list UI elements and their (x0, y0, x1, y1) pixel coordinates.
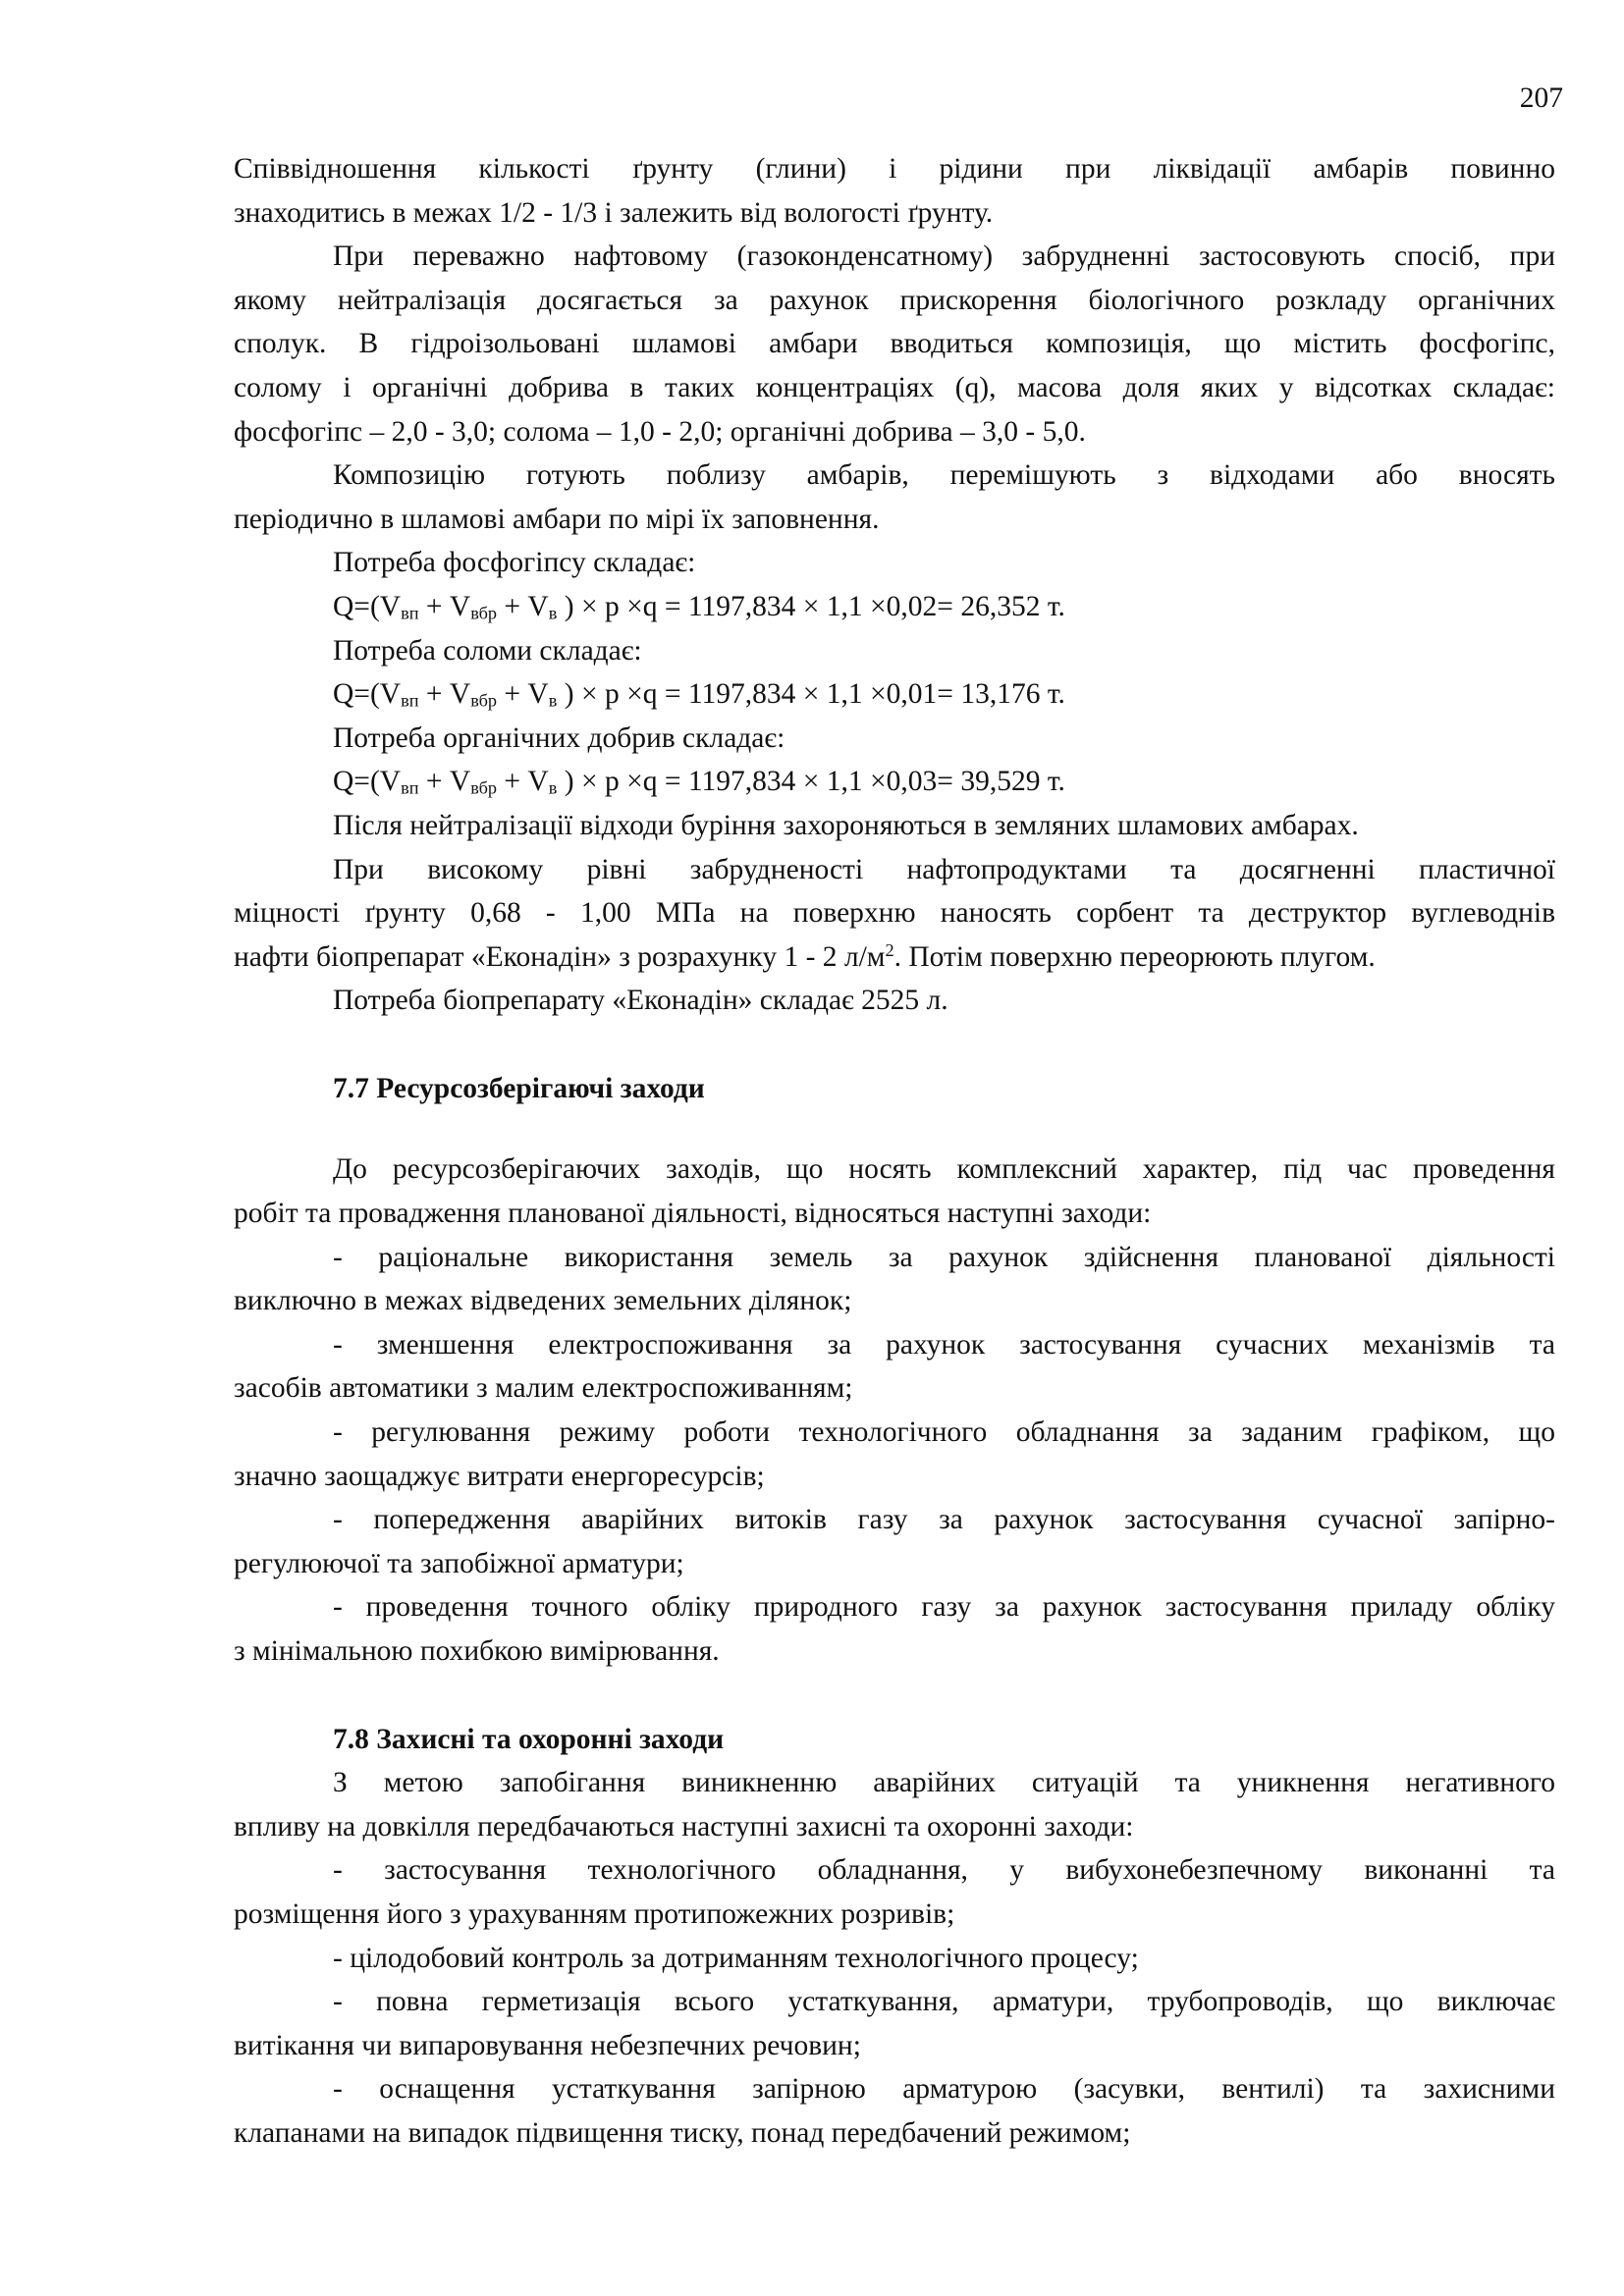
section-7-7-intro (234, 1148, 1555, 1235)
text-line: При високому рівні забрудненості нафтопродуктами та досягненні пластичної (333, 853, 1555, 885)
paragraph-neutralization-method (234, 235, 1555, 454)
text-line: - раціональне використання земель за рахунок здійснення планованої діяльності (333, 1241, 1555, 1273)
calc-label-straw: Потреба соломи складає: (333, 634, 642, 667)
formula-fertilizer: $Q=(V_{вп} + V_{вбр} + V_в$ ) × p ×q = 1197,834 × 1,1 ×0,03= 39,529 т. (333, 766, 1065, 798)
text-line: - зменшення електроспоживання за рахунок застосування сучасних механізмів та (333, 1328, 1555, 1361)
calc-label-phosphogypsum: Потреба фосфогіпсу складає: (333, 547, 696, 579)
text-line: - проведення точного обліку природного газу за рахунок застосування приладу обліку (333, 1591, 1555, 1624)
list-item (234, 1980, 1555, 2067)
text-line: З метою запобігання виникненню аварійних ситуацій та уникнення негативного (333, 1767, 1555, 1799)
text-line: - повна герметизація всього устаткування, арматури, трубопроводів, що виключає (333, 1986, 1555, 2018)
text-line: солому і органічні добрива в таких концентраціях (q), масова доля яких у відсотках складає: (234, 371, 1555, 403)
text-line: - попередження аварійних витоків газу за рахунок застосування сучасної запірно- (333, 1504, 1555, 1536)
formula-straw: $Q=(V_{вп} + V_{вбр} + V_в$ ) × p ×q = 1197,834 × 1,1 ×0,01= 13,176 т. (333, 678, 1065, 711)
section-7-8-list (234, 1848, 1555, 2155)
text-line: - цілодобовий контроль за дотриманням технологічного процесу; (333, 1942, 1139, 1974)
paragraph-composition (234, 454, 1555, 541)
text-line: фосфогіпс – 2,0 - 3,0; солома – 1,0 - 2,0; органічні добрива – 3,0 - 5,0. (234, 415, 1086, 448)
formula-phosphogypsum: $Q=(V_{вп} + V_{вбр} + V_в$ ) × p ×q = 1197,834 × 1,1 ×0,02= 26,352 т. (333, 590, 1065, 623)
text-line: Композицію готують поблизу амбарів, перемішують з відходами або вносять (333, 459, 1555, 492)
list-item (234, 1498, 1555, 1585)
list-item (234, 2067, 1555, 2155)
text-line: - застосування технологічного обладнання, у вибухонебезпечному виконанні та (333, 1854, 1555, 1887)
text-line: періодично в шламові амбари по мірі їх заповнення. (234, 503, 880, 535)
text-line: розміщення його з урахуванням протипожежних розривів; (234, 1897, 955, 1930)
text-line: сполук. В гідроізольовані шламові амбари вводиться композиція, що містить фосфогіпс, (234, 328, 1555, 360)
list-item (234, 1937, 1555, 1981)
text-line: клапанами на випадок підвищення тиску, понад передбачений режимом; (234, 2116, 1131, 2149)
paragraph-econadin-need: Потреба біопрепарату «Еконадін» складає 2525 л. (333, 985, 948, 1017)
text-line: - регулювання режиму роботи технологічного обладнання за заданим графіком, що (333, 1416, 1555, 1449)
text-line: При переважно нафтовому (газоконденсатному) забрудненні застосовують спосіб, при (333, 240, 1555, 273)
text-line: витікання чи випаровування небезпечних речовин; (234, 2029, 861, 2061)
section-7-8-intro (234, 1761, 1555, 1848)
list-item (234, 1411, 1555, 1498)
section-heading-7-8: 7.8 Захисні та охоронні заходи (333, 1723, 725, 1755)
page-content (234, 147, 1555, 2156)
section-heading-7-7: 7.7 Ресурсозберігаючі заходи (333, 1072, 705, 1104)
text-line: До ресурсозберігаючих заходів, що носять комплексний характер, під час проведення (333, 1153, 1555, 1186)
text-line: значно заощаджує витрати енергоресурсів; (234, 1460, 765, 1492)
text-line: з мінімальною похибкою вимірювання. (234, 1635, 720, 1667)
page-number: 207 (1519, 82, 1563, 114)
text-line: якому нейтралізація досягається за рахунок прискорення біологічного розкладу органічних (234, 284, 1555, 316)
list-item (234, 1323, 1555, 1411)
text-line: регулюючої та запобіжної арматури; (234, 1547, 684, 1579)
section-7-7-list (234, 1236, 1555, 1674)
paragraph-burial: Після нейтралізації відходи буріння захороняються в земляних шламових амбарах. (333, 809, 1359, 841)
paragraph-soil-ratio (234, 147, 1555, 235)
text-line: знаходитись в межах 1/2 - 1/3 і залежить від вологості ґрунту. (234, 196, 994, 229)
paragraph-bioremediation (234, 848, 1555, 980)
text-line: Співвідношення кількості ґрунту (глини) і рідини при ліквідації амбарів повинно (234, 153, 1555, 185)
text-line: впливу на довкілля передбачаються наступні захисні та охоронні заходи: (234, 1810, 1134, 1842)
list-item (234, 1848, 1555, 1936)
text-line: виключно в межах відведених земельних ділянок; (234, 1285, 852, 1317)
text-line: засобів автоматики з малим електроспоживанням; (234, 1372, 853, 1405)
text-line: міцності ґрунту 0,68 - 1,00 МПа на поверхню наносять сорбент та деструктор вуглеводнів (234, 897, 1555, 930)
list-item (234, 1236, 1555, 1323)
text-line: нафти біопрепарат «Еконадін» з розрахунку 1 - 2 $л/м^2$. Потім поверхню переорюють плугом. (234, 939, 1376, 973)
calc-label-fertilizer: Потреба органічних добрив складає: (333, 721, 785, 754)
text-line: - оснащення устаткування запірною арматурою (засувки, вентилі) та захисними (333, 2073, 1555, 2106)
list-item (234, 1585, 1555, 1673)
text-line: робіт та провадження планованої діяльності, відносяться наступні заходи: (234, 1198, 1152, 1230)
